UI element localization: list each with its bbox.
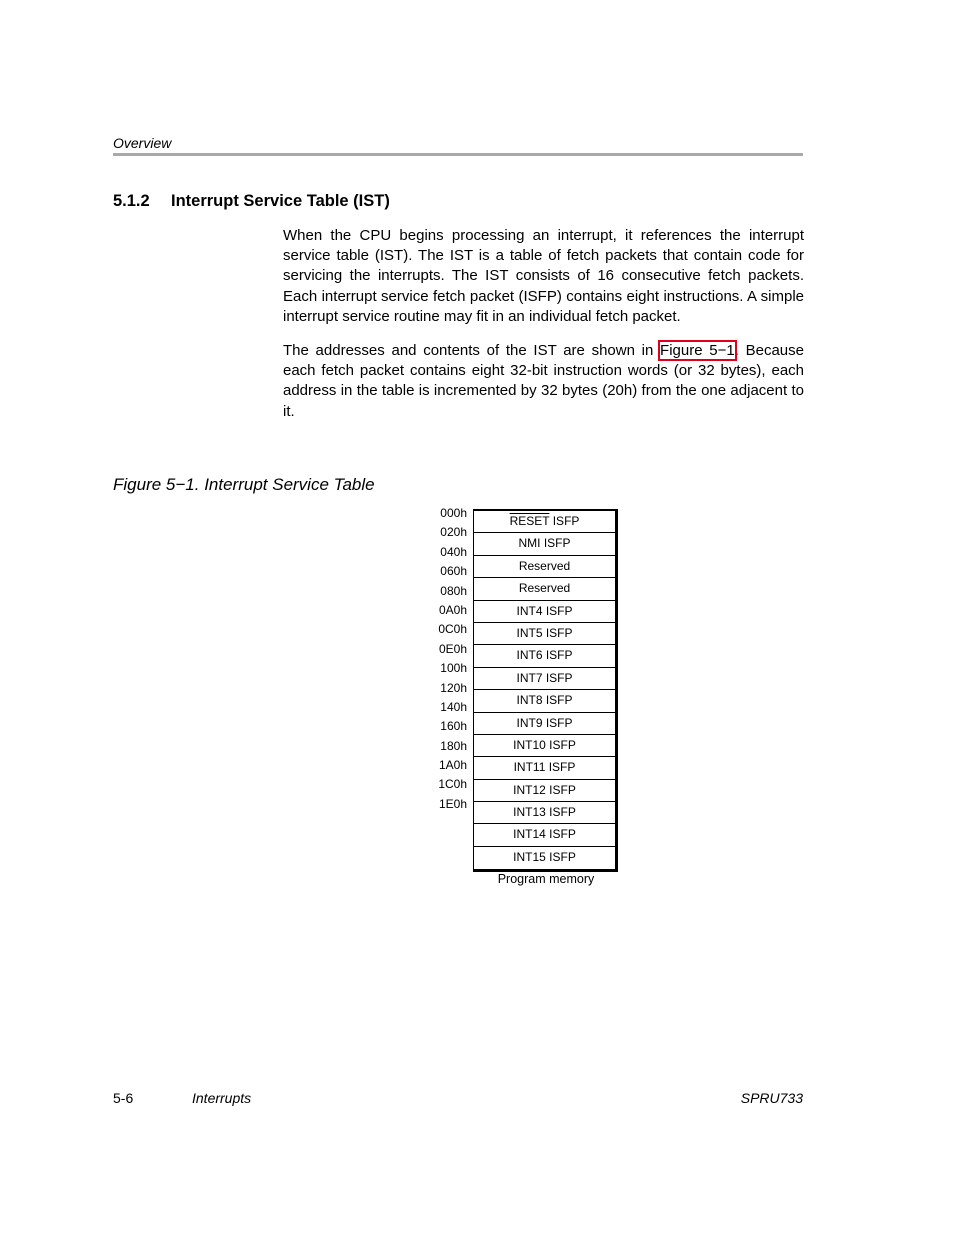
figure-link[interactable]: Figure 5−1 [660, 342, 735, 359]
ist-row: INT5 ISFP [474, 623, 615, 645]
ist-row [474, 511, 615, 533]
ist-row: INT8 ISFP [474, 690, 615, 712]
ist-address: 1A0h [438, 758, 467, 773]
paragraph-2-text-before: The addresses and contents of the IST are shown in [283, 342, 661, 359]
ist-row: INT14 ISFP [474, 824, 615, 846]
footer-page-number: 5-6 [113, 1090, 134, 1106]
ist-row: INT9 ISFP [474, 713, 615, 735]
ist-row: INT15 ISFP [513, 849, 576, 864]
ist-address-column [420, 506, 467, 819]
ist-address: 1C0h [438, 777, 467, 792]
ist-row: NMI ISFP [474, 533, 615, 555]
ist-address: 120h [440, 680, 467, 695]
ist-row: INT7 ISFP [474, 668, 615, 690]
ist-table [473, 509, 618, 872]
ist-row: INT4 ISFP [474, 601, 615, 623]
ist-row: INT10 ISFP [474, 735, 615, 757]
ist-address: 020h [440, 525, 467, 540]
table-label: Program memory [497, 872, 595, 886]
ist-address: 180h [440, 738, 467, 753]
paragraph-1: When the CPU begins processing an interrupt, it references the interrupt service table (IST). The IST is a table of fetch packets that contain code for servicing the interrupts. The IST consists of 16 consecutive fetch packets. Each interrupt service fetch packet (ISFP) contains eight instructions. A simple interrupt service routine may fit in an individual fetch packet. [283, 227, 804, 325]
ist-address: 0E0h [438, 641, 467, 656]
running-header: Overview [113, 135, 172, 151]
paragraph-2 [283, 341, 804, 422]
section-number: 5.1.2 [113, 192, 150, 210]
footer-doc-id: SPRU733 [740, 1090, 803, 1106]
ist-row: Reserved [474, 578, 615, 600]
figure-caption: Figure 5−1. Interrupt Service Table [113, 475, 375, 494]
ist-address: 000h [440, 506, 467, 520]
ist-address: 080h [440, 583, 467, 598]
section-heading [113, 192, 390, 211]
ist-address: 160h [440, 719, 467, 734]
ist-address: 140h [440, 699, 467, 714]
ist-address: 040h [440, 544, 467, 559]
ist-address: 1E0h [438, 796, 467, 811]
header-rule [113, 153, 803, 156]
ist-address: 060h [440, 564, 467, 579]
ist-address: 0A0h [438, 602, 467, 617]
ist-address: 100h [440, 661, 467, 676]
ist-address: 0C0h [438, 622, 467, 637]
ist-row: INT6 ISFP [474, 645, 615, 667]
reset-label: RESET [509, 514, 550, 528]
footer-chapter: Interrupts [192, 1090, 252, 1106]
ist-row: Reserved [474, 556, 615, 578]
ist-row: INT11 ISFP [474, 757, 615, 779]
ist-row: INT13 ISFP [474, 802, 615, 824]
section-title: Interrupt Service Table (IST) [171, 192, 390, 210]
paragraph-2-text-after: . Because each fetch packet contains eight 32-bit instruction words (or 32 bytes), each address in the table is incremented by 32 bytes (20h) from the one adjacent to it. [283, 342, 804, 420]
ist-row-content: ISFP [549, 514, 580, 528]
ist-row: INT12 ISFP [474, 780, 615, 802]
